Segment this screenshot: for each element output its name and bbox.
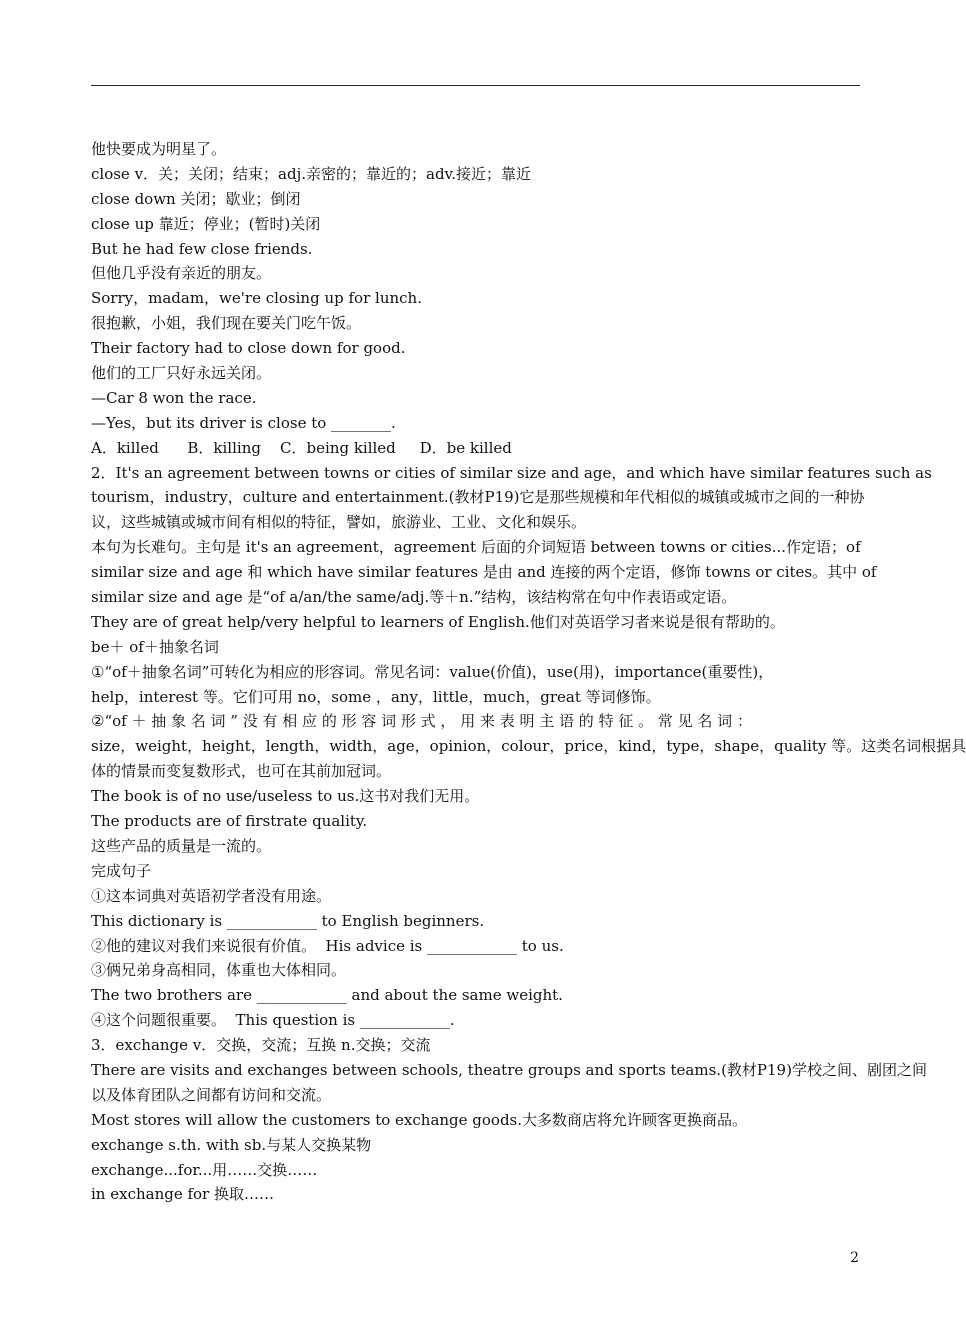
text-line: 他们的工厂只好永远关闭。 — [91, 364, 272, 383]
text-line: close v．关；关闭；结束；adj.亲密的；靠近的；adv.接近；靠近 — [91, 164, 532, 183]
text-line: The book is of no use/useless to us.这书对我们无用。 — [91, 787, 480, 806]
exercise-item: ④这个问题很重要。 This question is ____________. — [91, 1011, 455, 1030]
text-line: close down 关闭；歇业；倒闭 — [91, 189, 301, 208]
text-line: ②“of ＋ 抽 象 名 词 ” 没 有 相 应 的 形 容 词 形 式 ， 用 来 表 明 主 语 的 特 征 。 常 见 名 词 ： — [91, 712, 752, 731]
text-line: 本句为长难句。主句是 it's an agreement，agreement 后面的介词短语 between towns or cities...作定语；of — [91, 538, 861, 557]
text-line: tourism，industry，culture and entertainment.(教材P19)它是那些规模和年代相似的城镇或城市之间的一种协 — [91, 488, 865, 507]
exercise-item: ②他的建议对我们来说很有价值。 His advice is ____________ to us. — [91, 936, 564, 955]
section-heading: 完成句子 — [91, 861, 152, 880]
text-line: —Car 8 won the race. — [91, 388, 257, 407]
text-line: 这些产品的质量是一流的。 — [91, 836, 272, 855]
text-line: 以及体育团队之间都有访问和交流。 — [91, 1085, 332, 1104]
text-line: 议，这些城镇或城市间有相似的特征，譬如，旅游业、工业、文化和娱乐。 — [91, 513, 587, 532]
text-line: in exchange for 换取…… — [91, 1185, 274, 1204]
text-line: Their factory had to close down for good. — [91, 339, 406, 358]
page-number: 2 — [850, 1250, 859, 1266]
text-line: similar size and age 是“of a/an/the same/adj.等＋n.”结构，该结构常在句中作表语或定语。 — [91, 588, 737, 607]
exercise-item: ③俩兄弟身高相同，体重也大体相同。 — [91, 961, 347, 980]
text-line: 但他几乎没有亲近的朋友。 — [91, 264, 272, 283]
document-body — [91, 137, 966, 1207]
text-line: help，interest 等。它们可用 no，some ，any，little，much，great 等词修饰。 — [91, 687, 661, 706]
text-line: similar size and age 和 which have similar features 是由 and 连接的两个定语，修饰 towns or cites。其中 of — [91, 563, 877, 582]
text-line: They are of great help/very helpful to learners of English.他们对英语学习者来说是很有帮助的。 — [91, 612, 785, 631]
section-heading: 3．exchange v．交换，交流；互换 n.交换；交流 — [91, 1036, 431, 1055]
text-line: There are visits and exchanges between schools, theatre groups and sports teams.(教材P19)学校之间、剧团之间 — [91, 1060, 927, 1079]
text-line: exchange s.th. with sb.与某人交换某物 — [91, 1135, 372, 1154]
exercise-item: ①这本词典对英语初学者没有用途。 — [91, 886, 332, 905]
text-line: exchange...for...用……交换…… — [91, 1160, 318, 1179]
text-line: But he had few close friends. — [91, 239, 313, 258]
text-line: 2．It's an agreement between towns or cities of similar size and age，and which have similar features such as — [91, 463, 932, 482]
text-line: 他快要成为明星了。 — [91, 140, 227, 158]
text-line: 很抱歉，小姐，我们现在要关门吃午饭。 — [91, 314, 362, 333]
answer-options: A．killed B．killing C．being killed D．be killed — [91, 438, 512, 457]
section-heading: be＋ of＋抽象名词 — [91, 637, 219, 656]
text-line: Sorry，madam，we're closing up for lunch. — [91, 289, 422, 308]
text-line: size，weight，height，length，width，age，opinion，colour，price，kind，type，shape，quality 等。这类名词根据具 — [91, 737, 966, 756]
exercise-blank-line: The two brothers are ____________ and about the same weight. — [91, 986, 563, 1005]
text-line: 体的情景而变复数形式，也可在其前加冠词。 — [91, 762, 392, 781]
text-line: ①“of＋抽象名词”可转化为相应的形容词。常见名词：value(价值)，use(用)，importance(重要性)， — [91, 662, 774, 681]
text-line: Most stores will allow the customers to exchange goods.大多数商店将允许顾客更换商品。 — [91, 1110, 748, 1129]
text-line: The products are of firstrate quality. — [91, 812, 368, 831]
header-rule — [91, 85, 860, 86]
exercise-blank-line: This dictionary is ____________ to English beginners. — [91, 911, 485, 930]
text-line: —Yes，but its driver is close to ________. — [91, 413, 396, 432]
text-line: close up 靠近；停业；(暂时)关闭 — [91, 214, 321, 233]
